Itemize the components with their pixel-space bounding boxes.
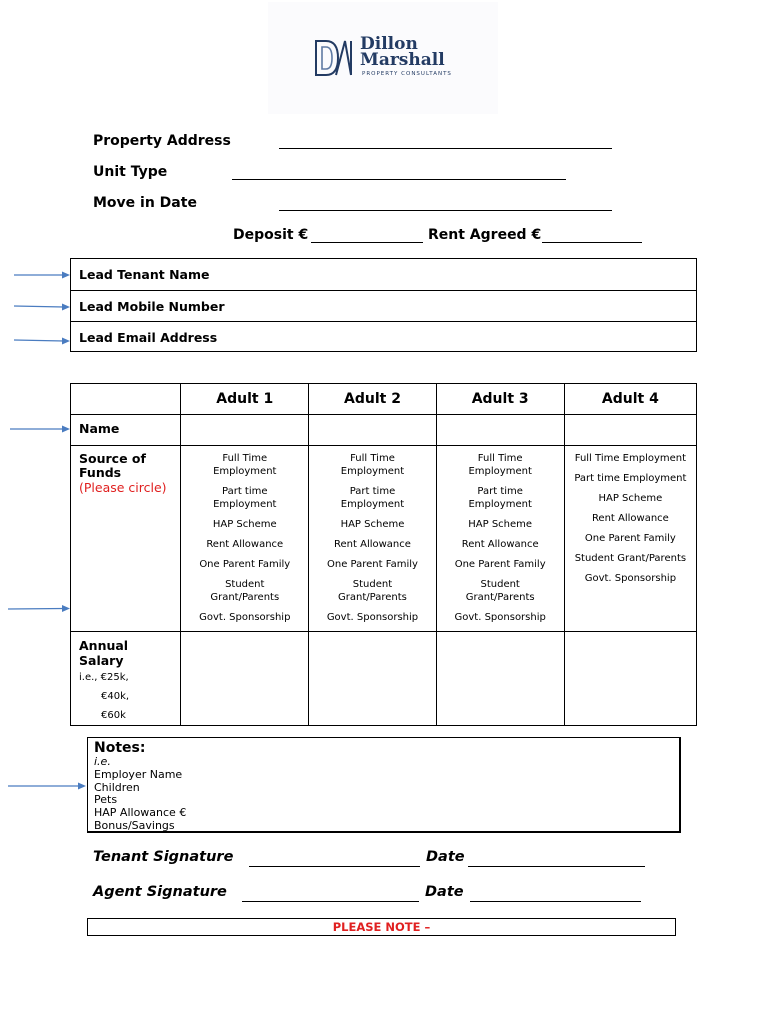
deposit-line[interactable] — [311, 242, 423, 243]
lead-tenant-table — [70, 258, 697, 352]
notes-item: Bonus/Savings — [94, 818, 175, 832]
option-hap-scheme[interactable]: HAP Scheme — [598, 493, 663, 504]
option-hap-scheme[interactable]: HAP Scheme — [468, 519, 533, 530]
salary-cell-adult-4[interactable] — [564, 632, 696, 726]
move-in-date-line[interactable] — [279, 210, 612, 211]
option-rent-allowance[interactable]: Rent Allowance — [206, 539, 284, 550]
option-part-time-employment[interactable]: Part time Employment — [213, 486, 277, 510]
arrow-right-icon — [14, 336, 70, 346]
notes-title: Notes: — [94, 740, 146, 756]
source-options — [181, 446, 308, 624]
option-govt-sponsorship[interactable]: Govt. Sponsorship — [584, 573, 677, 584]
move-in-date-label: Move in Date — [93, 195, 197, 211]
corner-cell — [71, 384, 181, 415]
option-one-parent-family[interactable]: One Parent Family — [199, 559, 291, 570]
option-one-parent-family[interactable]: One Parent Family — [584, 533, 676, 544]
name-cell-adult-3[interactable] — [436, 415, 564, 446]
source-of-funds-row — [71, 446, 697, 632]
column-header-adult-1: Adult 1 — [181, 384, 309, 415]
option-rent-allowance[interactable]: Rent Allowance — [461, 539, 539, 550]
option-part-time-employment[interactable]: Part time Employment — [468, 486, 532, 510]
option-student-grant-parents[interactable]: Student Grant/Parents — [210, 579, 280, 603]
column-header-adult-4: Adult 4 — [564, 384, 696, 415]
notes-item: HAP Allowance € — [94, 806, 187, 820]
arrow-right-icon — [8, 604, 70, 614]
source-of-funds-label: Source of Funds — [79, 451, 146, 480]
arrow-right-icon — [10, 424, 70, 434]
source-cell-adult-2 — [309, 446, 436, 632]
option-part-time-employment[interactable]: Part time Employment — [574, 473, 687, 484]
arrow-right-icon — [14, 302, 70, 312]
table-header-row — [71, 384, 697, 415]
salary-example: €60k — [101, 710, 126, 721]
option-hap-scheme[interactable]: HAP Scheme — [212, 519, 277, 530]
name-label: Name — [71, 415, 181, 446]
adults-table — [70, 383, 697, 726]
agent-date-line[interactable] — [470, 901, 641, 902]
column-header-adult-2: Adult 2 — [309, 384, 436, 415]
option-hap-scheme[interactable]: HAP Scheme — [340, 519, 405, 530]
logo — [268, 2, 498, 114]
source-options — [437, 446, 564, 624]
property-address-line[interactable] — [279, 148, 612, 149]
tenant-date-line[interactable] — [468, 866, 645, 867]
salary-example: €40k, — [101, 691, 130, 702]
agent-signature-label: Agent Signature — [93, 884, 227, 900]
arrow-right-icon — [8, 781, 86, 791]
source-options — [565, 446, 696, 585]
lead-name-row[interactable] — [71, 259, 696, 290]
lead-email-row[interactable] — [71, 321, 696, 352]
notes-list — [94, 756, 679, 833]
option-govt-sponsorship[interactable]: Govt. Sponsorship — [454, 612, 546, 623]
rent-agreed-line[interactable] — [542, 242, 642, 243]
agent-signature-line[interactable] — [242, 901, 419, 902]
lead-mobile-label: Lead Mobile Number — [79, 299, 225, 314]
name-cell-adult-1[interactable] — [181, 415, 309, 446]
name-cell-adult-2[interactable] — [309, 415, 436, 446]
tenant-date-label: Date — [426, 849, 465, 865]
lead-mobile-row[interactable] — [71, 290, 696, 321]
deposit-label: Deposit € — [233, 227, 309, 243]
notes-item: Pets — [94, 793, 118, 807]
name-cell-adult-4[interactable] — [564, 415, 696, 446]
lead-name-label: Lead Tenant Name — [79, 267, 210, 282]
option-full-time-employment[interactable]: Full Time Employment — [340, 453, 405, 477]
tenant-signature-line[interactable] — [249, 866, 420, 867]
option-rent-allowance[interactable]: Rent Allowance — [591, 513, 669, 524]
source-of-funds-label-cell — [71, 446, 181, 632]
source-cell-adult-1 — [181, 446, 309, 632]
please-circle-hint: (Please circle) — [79, 480, 167, 495]
option-part-time-employment[interactable]: Part time Employment — [340, 486, 405, 510]
salary-cell-adult-1[interactable] — [181, 632, 309, 726]
option-full-time-employment[interactable]: Full Time Employment — [468, 453, 532, 477]
unit-type-line[interactable] — [232, 179, 566, 180]
option-one-parent-family[interactable]: One Parent Family — [327, 559, 418, 570]
option-student-grant-parents[interactable]: Student Grant/Parents — [465, 579, 535, 603]
logo-mark-icon — [314, 38, 354, 78]
annual-salary-label-cell — [71, 632, 181, 726]
logo-tagline: PROPERTY CONSULTANTS — [362, 71, 452, 77]
source-cell-adult-3 — [436, 446, 564, 632]
name-row — [71, 415, 697, 446]
rent-agreed-label: Rent Agreed € — [428, 227, 542, 243]
salary-cell-adult-2[interactable] — [309, 632, 436, 726]
arrow-right-icon — [14, 270, 70, 280]
option-student-grant-parents[interactable]: Student Grant/Parents — [338, 579, 407, 603]
source-cell-adult-4 — [564, 446, 696, 632]
lead-email-label: Lead Email Address — [79, 330, 218, 345]
please-note-banner: PLEASE NOTE – — [87, 918, 676, 936]
notes-box[interactable] — [87, 737, 681, 833]
option-rent-allowance[interactable]: Rent Allowance — [334, 539, 411, 550]
notes-item: i.e. — [94, 755, 111, 768]
tenant-signature-label: Tenant Signature — [93, 849, 234, 865]
option-one-parent-family[interactable]: One Parent Family — [454, 559, 546, 570]
source-options — [309, 446, 435, 624]
option-govt-sponsorship[interactable]: Govt. Sponsorship — [326, 612, 419, 623]
logo-name: Dillon Marshall — [360, 34, 445, 70]
agent-date-label: Date — [425, 884, 464, 900]
salary-cell-adult-3[interactable] — [436, 632, 564, 726]
annual-salary-label: Annual Salary — [79, 638, 129, 668]
property-address-label: Property Address — [93, 133, 231, 149]
unit-type-label: Unit Type — [93, 164, 168, 180]
notes-item: Children — [94, 780, 140, 794]
salary-example: i.e., €25k, — [79, 672, 129, 683]
option-full-time-employment[interactable]: Full Time Employment — [213, 453, 277, 477]
option-student-grant-parents[interactable]: Student Grant/Parents — [574, 553, 687, 564]
column-header-adult-3: Adult 3 — [436, 384, 564, 415]
option-full-time-employment[interactable]: Full Time Employment — [574, 453, 687, 464]
notes-item: Employer Name — [94, 767, 183, 781]
annual-salary-row — [71, 632, 697, 726]
option-govt-sponsorship[interactable]: Govt. Sponsorship — [199, 612, 291, 623]
